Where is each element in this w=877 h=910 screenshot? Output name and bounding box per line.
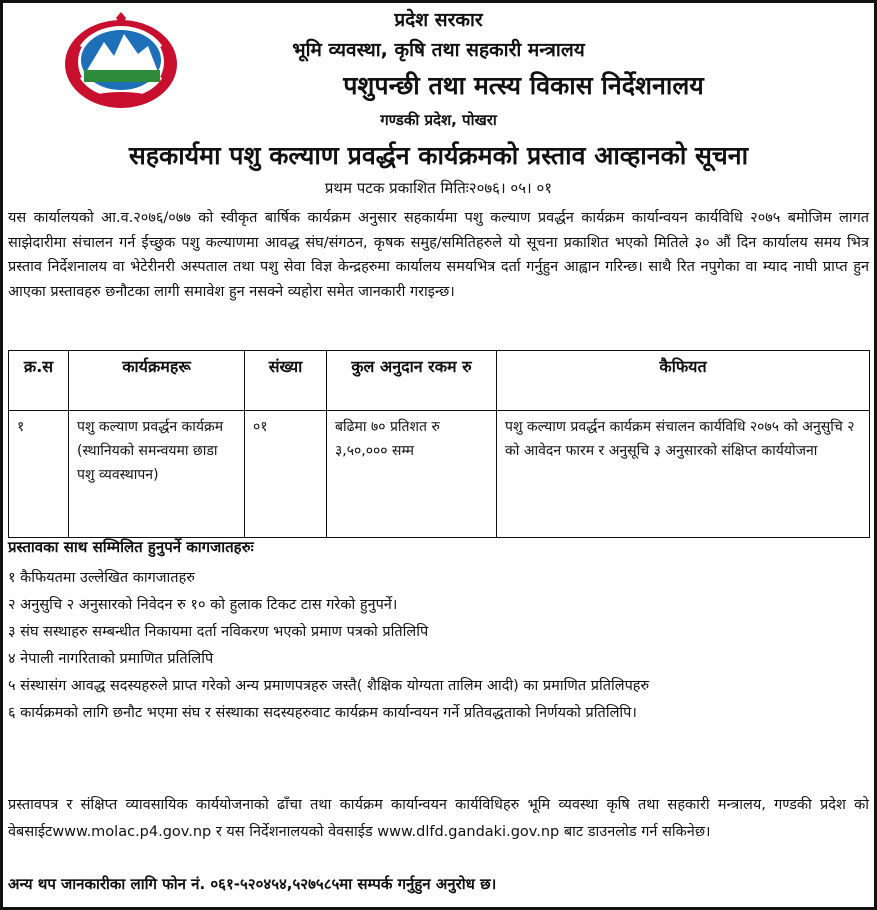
list-item: ५ संस्थासंग आवद्ध सदस्यहरुले प्राप्त गरेको अन्य प्रमाणपत्रहरु जस्तै( शैक्षिक योग्यता तालिम आदी) का प्रमाणित प्रतिलिपहरु: [8, 678, 650, 694]
notice-title: सहकार्यमा पशु कल्याण प्रवर्द्धन कार्यक्रमको प्रस्ताव आव्हानको सूचना: [128, 141, 749, 170]
contact-line: अन्य थप जानकारीका लागि फोन नं. ०६१-५२०४५४,५२७५८५मा सम्पर्क गर्नुहुन अनुरोध छ।: [8, 875, 497, 893]
header-province-government: प्रदेश सरकार: [394, 9, 483, 31]
cell-grant-amount: बढिमा ७० प्रतिशत रु ३,५०,००० सम्म: [327, 411, 497, 538]
list-item: ३ संघ सस्थाहरु सम्बन्धीत निकायमा दर्ता नविकरण भएको प्रमाण पत्रको प्रतिलिपि: [8, 624, 429, 640]
column-header-grant-amount: कुल अनुदान रकम रु: [327, 351, 497, 411]
list-item: १ कैफियतमा उल्लेखित कागजातहरु: [8, 570, 195, 586]
header-directorate: पशुपन्छी तथा मत्स्य विकास निर्देशनालय: [343, 71, 704, 100]
table-row: [9, 411, 870, 538]
table-header-row: [9, 351, 870, 411]
column-header-programs: कार्यक्रमहरू: [69, 351, 245, 411]
requirements-list: [8, 565, 869, 727]
cell-count: ०१: [245, 411, 327, 538]
intro-paragraph: यस कार्यालयको आ.व.२०७६/०७७ को स्वीकृत बार्षिक कार्यक्रम अनुसार सहकार्यमा पशु कल्याण प्रवर्द्धन कार्यक्रम कार्यान्वयन कार्यविधि २०७५ बमोजिम लागत साझेदारीमा संचालन गर्न ईच्छुक पशु कल्याणमा आवद्ध संघ/संगठन, कृषक समुह/समितिहरुले यो सूचना प्रकाशित भएको मितिले ३० औं दिन कार्यालय समय भित्र प्रस्ताव निर्देशनालय वा भेटेरीनरी अस्पताल तथा पशु सेवा विज्ञ केन्द्रहरुमा कार्यालय समयभित्र दर्ता गर्नुहुन आह्वान गरिन्छ। साथै रित नपुगेका वा म्याद नाघी प्राप्त हुन आएका प्रस्तावहरु छनौटका लागी समावेश हुन नसक्ने व्यहोरा समेत जानकारी गराइन्छ।: [8, 210, 869, 300]
header-ministry: भूमि व्यवस्था, कृषि तथा सहकारी मन्त्रालय: [292, 39, 585, 61]
cell-serial: १: [9, 411, 69, 538]
requirements-title: प्रस्तावका साथ सम्मिलित हुनुपर्ने कागजातहरुः: [8, 538, 254, 556]
published-date: प्रथम पटक प्रकाशित मितिः२०७६। ०५। ०१: [324, 179, 553, 197]
column-header-count: संख्या: [245, 351, 327, 411]
cell-program: पशु कल्याण प्रवर्द्धन कार्यक्रम (स्थानियको समन्वयमा छाडा पशु व्यवस्थापन): [69, 411, 245, 538]
column-header-serial: क्र.स: [9, 351, 69, 411]
list-item: २ अनुसुचि २ अनुसारको निवेदन रु १० को हुलाक टिकट टास गरेको हुनुपर्ने।: [8, 597, 398, 613]
list-item: ४ नेपाली नागरिताको प्रमाणित प्रतिलिपि: [8, 651, 214, 667]
cell-remarks: पशु कल्याण प्रवर्द्धन कार्यक्रम संचालन कार्यविधि २०७५ को अनुसुचि २ को आवेदन फारम र अनुसूचि ३ अनुसारको संक्षिप्त कार्ययोजना: [497, 411, 870, 538]
notice-header: [0, 0, 877, 205]
program-table: [8, 350, 870, 538]
list-item: ६ कार्यक्रमको लागि छनौट भएमा संघ र संस्थाका सदस्यहरुवाट कार्यक्रम कार्यान्वयन गर्ने प्रतिवद्धताको निर्णयको प्रतिलिपि।: [8, 705, 637, 721]
header-location: गण्डकी प्रदेश, पोखरा: [380, 111, 497, 129]
closing-paragraph: प्रस्तावपत्र र संक्षिप्त व्यावसायिक कार्ययोजनाको ढाँचा तथा कार्यक्रम कार्यान्वयन कार्यविधिहरु भूमि व्यवस्था कृषि तथा सहकारी मन्त्रालय, गण्डकी प्रदेश को वेबसाईटwww.molac.p4.gov.np र यस निर्देशनालयको वेवसाईड www.dlfd.gandaki.gov.np बाट डाउनलोड गर्न सकिनेछ।: [8, 797, 869, 840]
column-header-remarks: कैफियत: [497, 351, 870, 411]
